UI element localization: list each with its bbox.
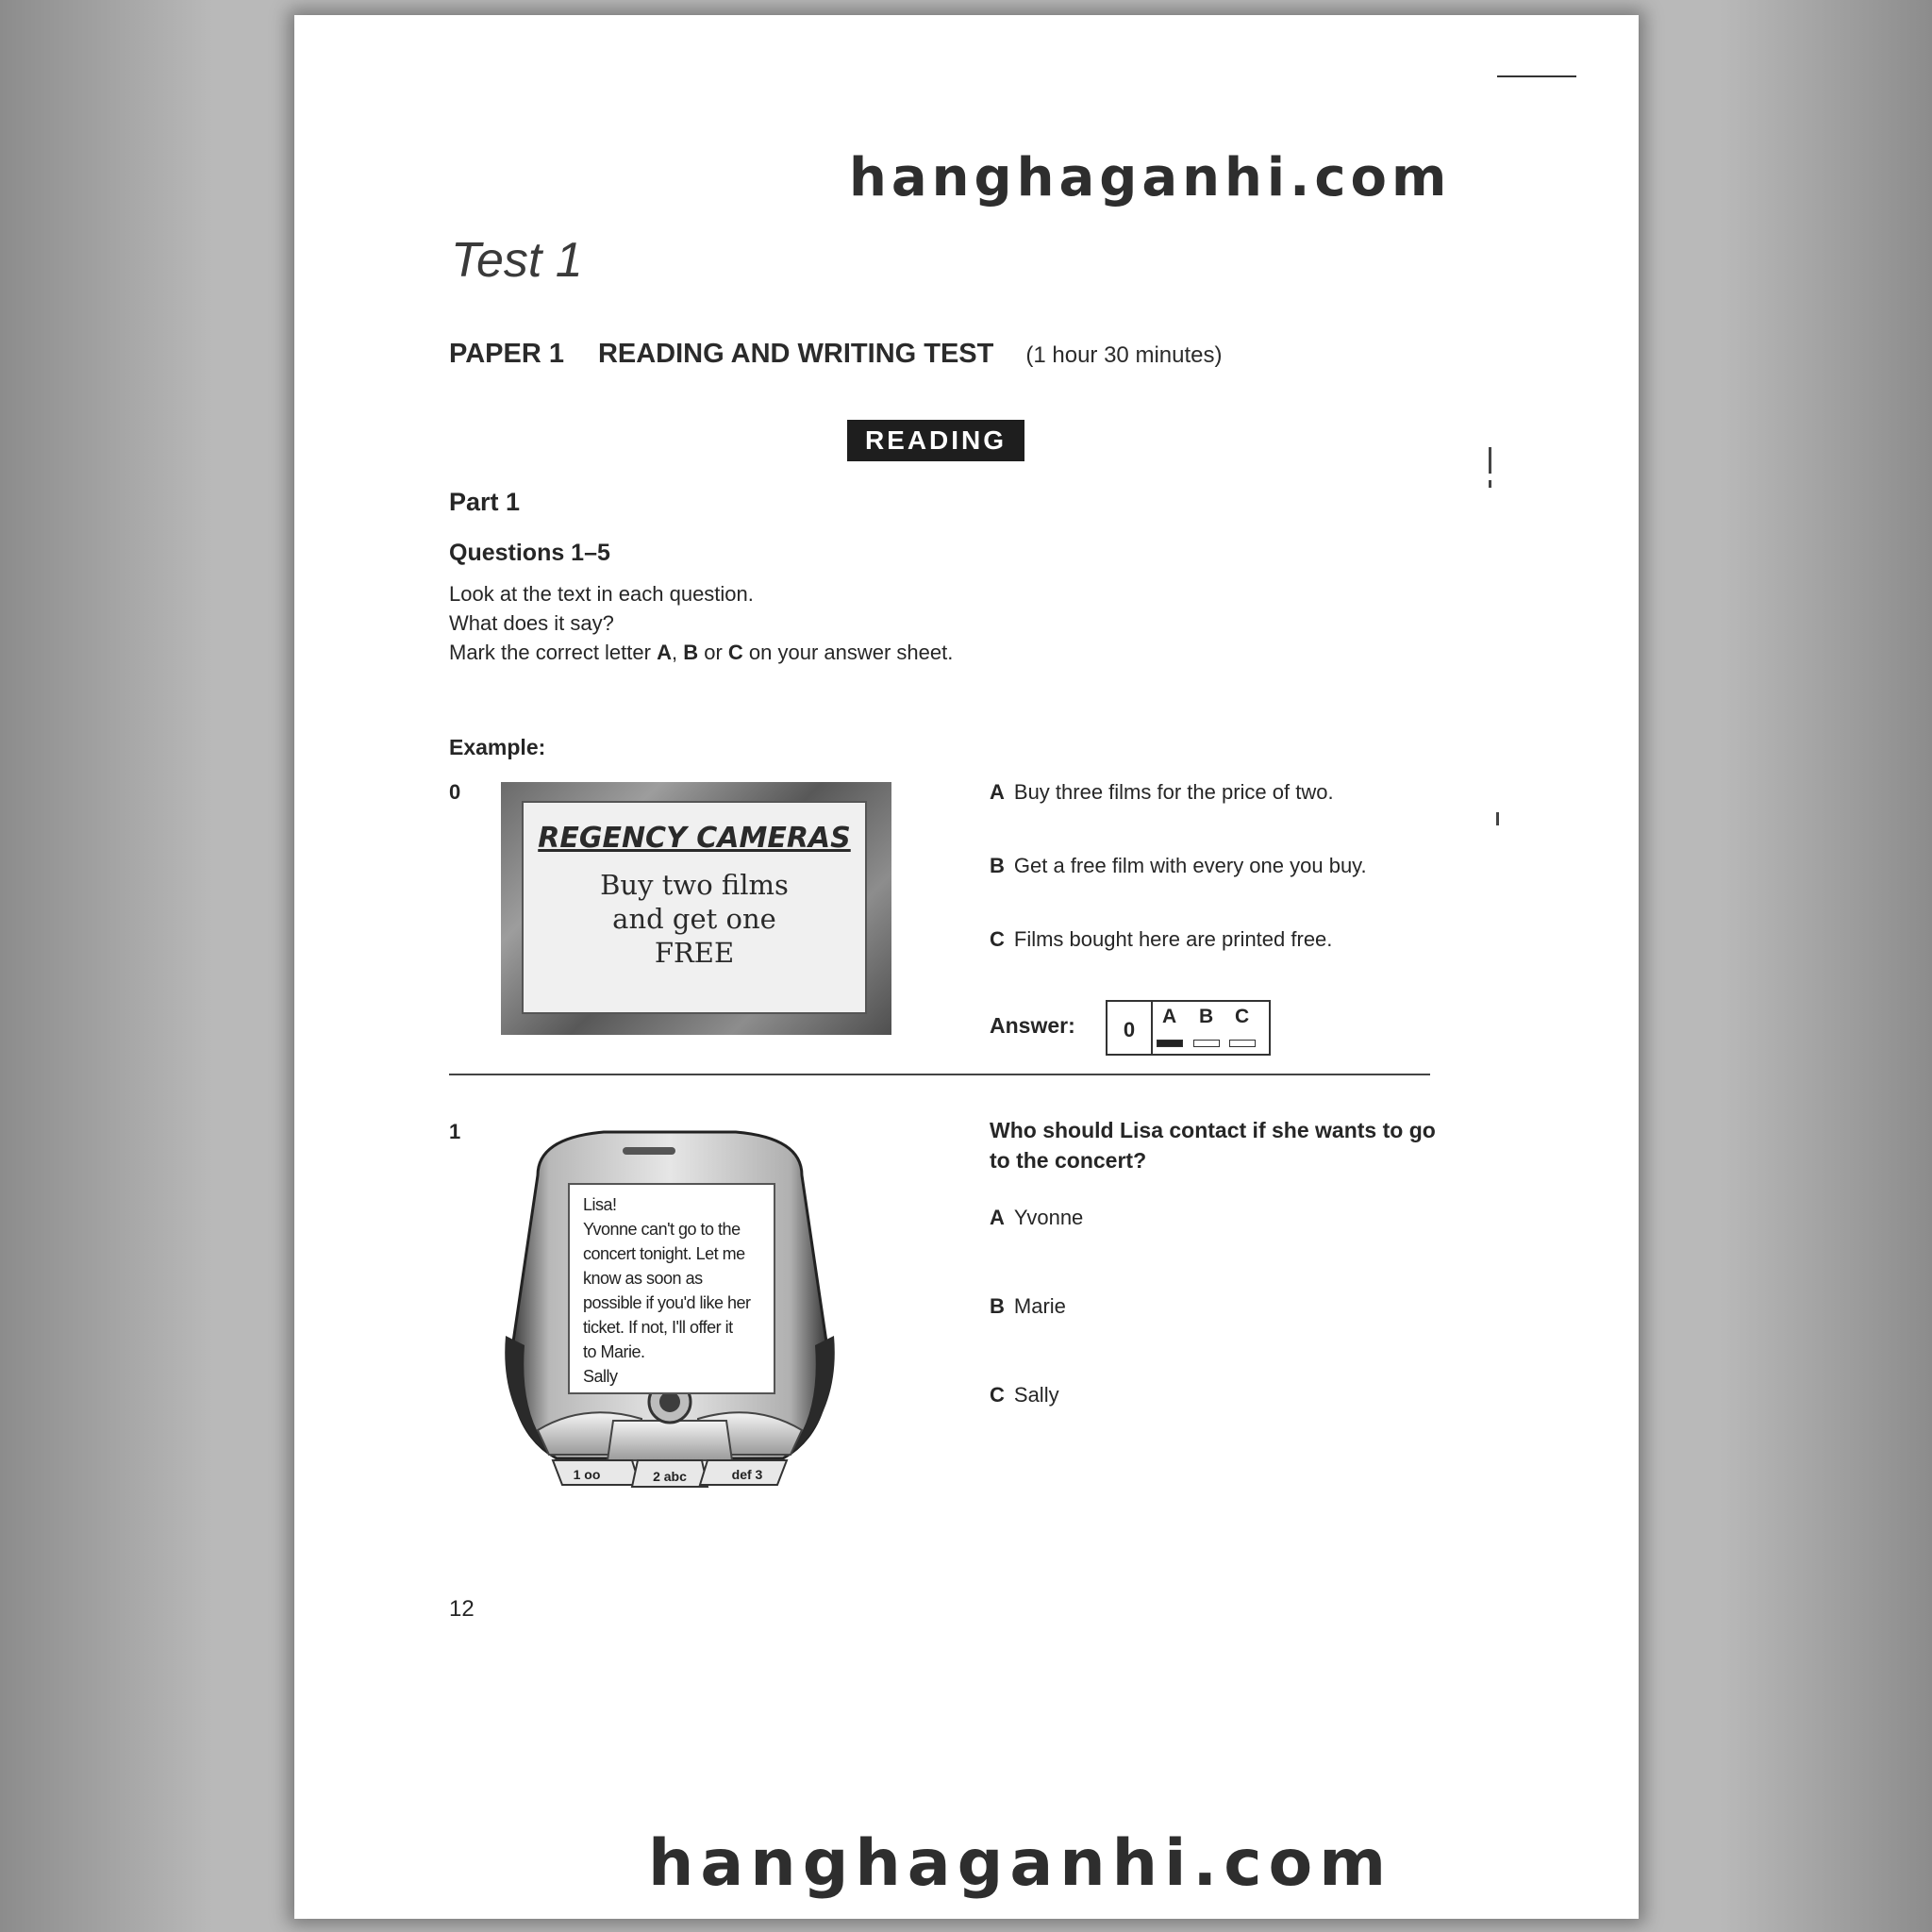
sign-line: FREE [654, 937, 735, 969]
answer-bubble-c [1229, 1040, 1256, 1047]
instruction-letter-a: A [657, 641, 672, 664]
message-line: Yvonne can't go to the [583, 1220, 741, 1239]
instruction-sep: or [698, 641, 728, 664]
option-text: Get a free film with every one you buy. [1013, 854, 1367, 877]
keypad-key-1: 1 oo [573, 1467, 601, 1482]
answer-bubble-a [1157, 1040, 1183, 1047]
answer-bubble-b [1193, 1040, 1220, 1047]
section-label-reading: READING [847, 420, 1024, 461]
message-line: Lisa! [583, 1195, 617, 1214]
answer-grid-letter-b: B [1199, 1006, 1214, 1027]
keypad-key-2: 2 abc [653, 1469, 687, 1484]
watermark-top: hanghaganhi.com [849, 147, 1452, 208]
page-number: 12 [449, 1596, 475, 1622]
instruction-text: on your answer sheet. [742, 641, 954, 664]
question-1-prompt: Who should Lisa contact if she wants to go to the concert? [990, 1118, 1436, 1173]
example-option-c [990, 927, 1332, 952]
test-title: Test 1 [451, 233, 583, 288]
example-option-a [990, 780, 1334, 805]
answer-grid-letter-a: A [1162, 1006, 1177, 1027]
instruction-line-3 [449, 641, 953, 665]
option-letter: B [990, 1294, 1005, 1318]
example-label: Example: [449, 735, 546, 759]
watermark-bottom: hanghaganhi.com [648, 1826, 1393, 1901]
instruction-line-2: What does it say? [449, 611, 614, 635]
paper-heading [449, 339, 1222, 370]
example-option-b [990, 854, 1367, 878]
questions-range: Questions 1–5 [449, 540, 610, 566]
header-rule [1497, 75, 1576, 77]
answer-grid [1106, 1000, 1271, 1056]
option-text: Marie [1013, 1294, 1066, 1318]
message-line: know as soon as [583, 1269, 703, 1288]
exam-page [294, 15, 1639, 1919]
answer-label: Answer: [990, 1013, 1075, 1038]
instruction-text: Mark the correct letter [449, 641, 658, 664]
option-letter: C [990, 1383, 1005, 1407]
instruction-line-1: Look at the text in each question. [449, 582, 754, 606]
option-text: Sally [1013, 1383, 1059, 1407]
scan-mark [1489, 480, 1491, 488]
message-line: possible if you'd like her [583, 1293, 751, 1312]
paper-duration: (1 hour 30 minutes) [1025, 342, 1223, 368]
option-text: Buy three films for the price of two. [1013, 780, 1334, 804]
example-number: 0 [449, 780, 461, 804]
paper-name: READING AND WRITING TEST [597, 339, 994, 369]
option-letter: B [990, 854, 1005, 877]
message-line: ticket. If not, I'll offer it [583, 1318, 733, 1337]
shop-sign [522, 801, 867, 1014]
question-1-option-c [990, 1383, 1059, 1407]
answer-grid-letter-c: C [1235, 1006, 1250, 1027]
scan-mark [1496, 812, 1499, 825]
option-text: Films bought here are printed free. [1013, 927, 1333, 951]
option-text: Yvonne [1013, 1206, 1084, 1229]
sign-line: and get one [612, 903, 776, 935]
sign-title: REGENCY CAMERAS [538, 822, 851, 855]
text-message-screen [568, 1183, 775, 1394]
option-letter: A [990, 1206, 1005, 1229]
paper-number: PAPER 1 [449, 339, 564, 369]
instruction-letter-c: C [727, 641, 743, 664]
section-divider [449, 1074, 1430, 1075]
instruction-sep: , [671, 641, 684, 664]
part-heading: Part 1 [449, 488, 521, 516]
option-letter: A [990, 780, 1005, 804]
keypad-key-3: def 3 [731, 1467, 763, 1482]
sign-line: Buy two films [600, 869, 789, 901]
question-1-option-a [990, 1206, 1083, 1230]
scan-mark [1489, 447, 1491, 474]
question-1-option-b [990, 1294, 1066, 1319]
message-line: concert tonight. Let me [583, 1244, 745, 1263]
question-1-number: 1 [449, 1120, 461, 1143]
answer-grid-number: 0 [1108, 1002, 1153, 1054]
message-line: Sally [583, 1367, 618, 1386]
message-line: to Marie. [583, 1342, 645, 1361]
instruction-letter-b: B [683, 641, 699, 664]
option-letter: C [990, 927, 1005, 951]
